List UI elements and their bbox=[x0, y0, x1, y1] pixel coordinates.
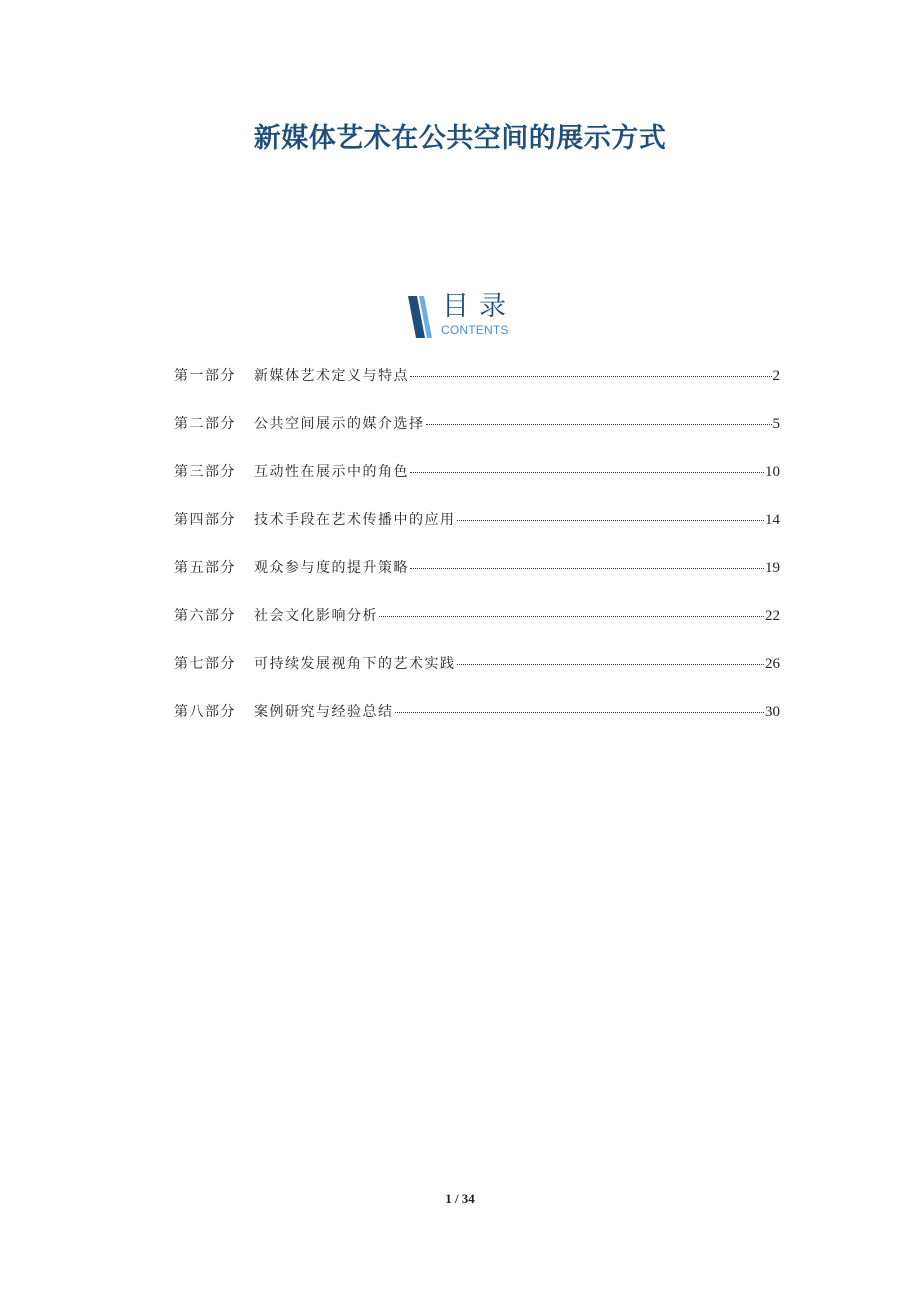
toc-entry[interactable] bbox=[174, 414, 780, 462]
toc-dot-leader bbox=[426, 424, 772, 425]
toc-entry-part: 第八部分 bbox=[174, 704, 236, 720]
toc-entry-title: 新媒体艺术定义与特点 bbox=[254, 368, 409, 384]
toc-entry-part: 第四部分 bbox=[174, 512, 236, 528]
toc-entry-part: 第七部分 bbox=[174, 656, 236, 672]
toc-dot-leader bbox=[395, 712, 765, 713]
toc-entry-page: 19 bbox=[765, 560, 780, 576]
toc-dot-leader bbox=[457, 520, 765, 521]
toc-dot-leader bbox=[379, 616, 764, 617]
toc-entry[interactable] bbox=[174, 558, 780, 606]
document-title: 新媒体艺术在公共空间的展示方式 bbox=[253, 123, 667, 154]
toc-entry-page: 26 bbox=[765, 656, 780, 672]
toc-entry-title: 社会文化影响分析 bbox=[254, 608, 378, 624]
toc-entry-title: 技术手段在艺术传播中的应用 bbox=[254, 512, 456, 528]
toc-entry-title: 公共空间展示的媒介选择 bbox=[254, 416, 425, 432]
toc-title: 目录 bbox=[442, 291, 516, 322]
toc-entry-page: 14 bbox=[765, 512, 780, 528]
table-of-contents bbox=[174, 366, 780, 750]
toc-entry-page: 5 bbox=[772, 416, 780, 432]
toc-entry-title: 可持续发展视角下的艺术实践 bbox=[254, 656, 456, 672]
toc-entry-part: 第一部分 bbox=[174, 368, 236, 384]
toc-entry-page: 10 bbox=[765, 464, 780, 480]
toc-entry[interactable] bbox=[174, 654, 780, 702]
toc-entry-page: 2 bbox=[772, 368, 780, 384]
toc-entry[interactable] bbox=[174, 606, 780, 654]
toc-dot-leader bbox=[410, 376, 772, 377]
toc-entry[interactable] bbox=[174, 366, 780, 414]
page-number: 1 / 34 bbox=[445, 1191, 475, 1206]
toc-entry-page: 22 bbox=[765, 608, 780, 624]
contents-logo-icon bbox=[408, 296, 432, 338]
toc-subtitle: CONTENTS bbox=[441, 323, 509, 337]
toc-entry-title: 案例研究与经验总结 bbox=[254, 704, 394, 720]
toc-heading bbox=[408, 292, 528, 340]
toc-entry-page: 30 bbox=[765, 704, 780, 720]
toc-dot-leader bbox=[457, 664, 765, 665]
toc-entry[interactable] bbox=[174, 462, 780, 510]
toc-entry[interactable] bbox=[174, 702, 780, 750]
toc-entry-part: 第二部分 bbox=[174, 416, 236, 432]
toc-entry-part: 第六部分 bbox=[174, 608, 236, 624]
toc-entry[interactable] bbox=[174, 510, 780, 558]
toc-entry-part: 第五部分 bbox=[174, 560, 236, 576]
toc-entry-title: 观众参与度的提升策略 bbox=[254, 560, 409, 576]
toc-dot-leader bbox=[410, 568, 764, 569]
toc-dot-leader bbox=[410, 472, 764, 473]
toc-entry-part: 第三部分 bbox=[174, 464, 236, 480]
toc-entry-title: 互动性在展示中的角色 bbox=[254, 464, 409, 480]
